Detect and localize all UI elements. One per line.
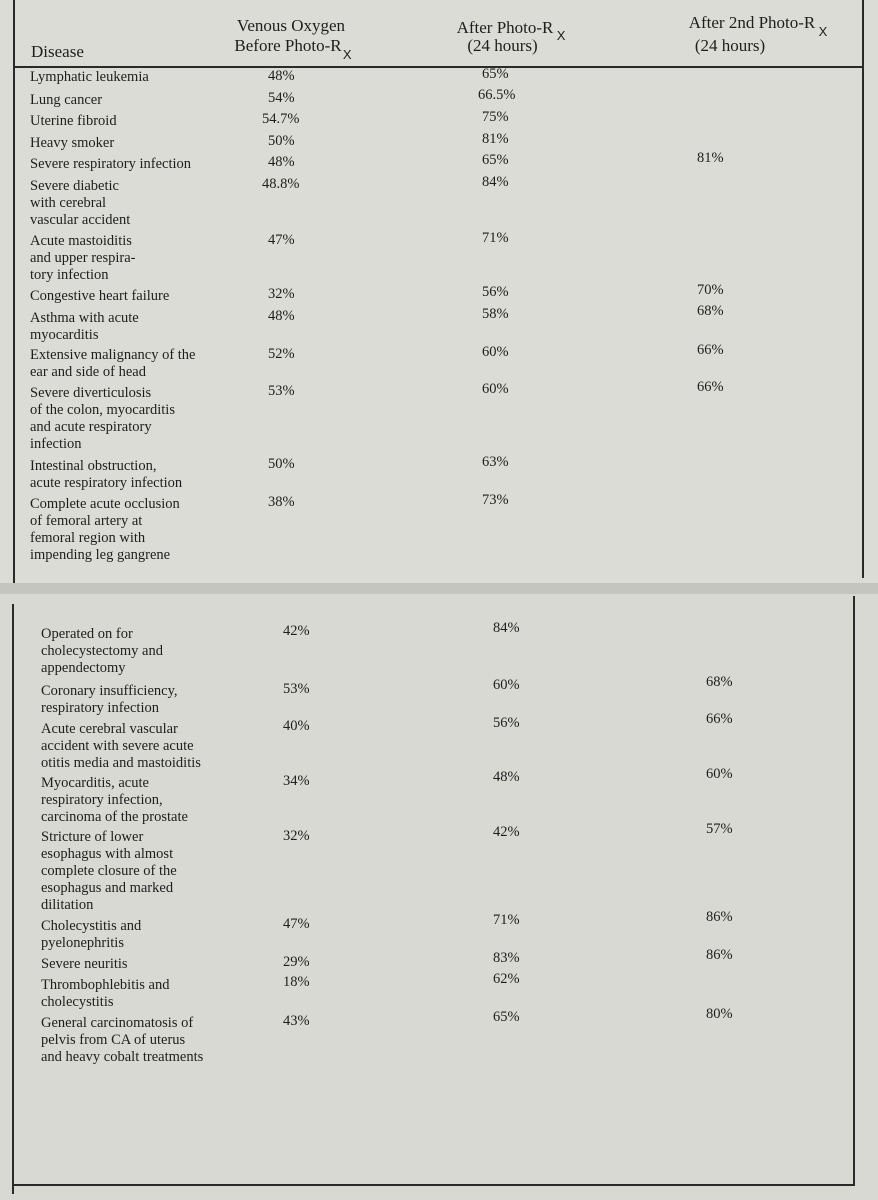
before-value: 18% (283, 974, 310, 990)
after-value: 71% (493, 912, 520, 928)
before-value: 52% (268, 346, 295, 362)
before-value: 48% (268, 154, 295, 170)
disease-cell: Heavy smoker (30, 135, 115, 151)
after-value: 83% (493, 950, 520, 966)
before-value: 54.7% (262, 111, 300, 127)
page-top (0, 0, 878, 583)
before-value: 40% (283, 718, 310, 734)
page-bottom (0, 594, 878, 1200)
after-value: 66.5% (478, 87, 516, 103)
after-value: 75% (482, 109, 509, 125)
rx-subscript: X (818, 24, 828, 39)
disease-cell: Congestive heart failure (30, 288, 170, 304)
after-value: 73% (482, 492, 509, 508)
before-value: 32% (283, 828, 310, 844)
disease-cell: Acute mastoiditis and upper respira- tory infection (30, 233, 136, 283)
before-value: 54% (268, 90, 295, 106)
header-before (208, 36, 368, 62)
disease-cell: Operated on for cholecystectomy and appendectomy (41, 626, 163, 676)
disease-cell: Coronary insufficiency, respiratory infection (41, 683, 178, 716)
disease-cell: Intestinal obstruction, acute respiratory infection (30, 458, 183, 491)
after-value: 60% (493, 677, 520, 693)
header-before-line2: Before Photo-R (234, 36, 342, 55)
disease-cell: Complete acute occlusion of femoral artery at femoral region with impending leg gangrene (30, 496, 180, 563)
before-value: 42% (283, 623, 310, 639)
second-value: 70% (697, 282, 724, 298)
before-value: 53% (268, 383, 295, 399)
header-rule (13, 66, 864, 68)
disease-cell: Thrombophlebitis and cholecystitis (41, 977, 170, 1010)
after-value: 58% (482, 306, 509, 322)
disease-cell: Acute cerebral vascular accident with severe acute otitis media and mastoiditis (41, 721, 201, 771)
disease-cell: Lung cancer (30, 92, 103, 108)
before-value: 38% (268, 494, 295, 510)
disease-cell: Extensive malignancy of the ear and side of head (30, 347, 196, 380)
second-value: 80% (706, 1006, 733, 1022)
after-value: 56% (482, 284, 509, 300)
second-value: 60% (706, 766, 733, 782)
second-value: 68% (697, 303, 724, 319)
header-second-rx (688, 13, 828, 39)
after-value: 60% (482, 381, 509, 397)
frame-left-border (13, 0, 15, 583)
after-value: 65% (493, 1009, 520, 1025)
disease-cell: General carcinomatosis of pelvis from CA of uterus and heavy cobalt treatments (41, 1015, 204, 1065)
after-value: 65% (482, 66, 509, 82)
disease-cell: Severe respiratory infection (30, 156, 192, 172)
header-after-rx (456, 18, 566, 43)
disease-cell: Severe diverticulosis of the colon, myocarditis and acute respiratory infection (30, 385, 175, 452)
before-value: 48% (268, 68, 295, 84)
rx-subscript: X (342, 47, 352, 62)
frame-right-border (853, 596, 855, 1186)
second-value: 66% (697, 379, 724, 395)
after-value: 60% (482, 344, 509, 360)
header-before-line1: Venous Oxygen (236, 16, 346, 35)
frame-right-border (862, 0, 864, 578)
disease-cell: Stricture of lower esophagus with almost complete closure of the esophagus and marked dilitation (41, 829, 177, 913)
page-gap (0, 583, 878, 594)
after-value: 71% (482, 230, 509, 246)
before-value: 32% (268, 286, 295, 302)
second-value: 68% (706, 674, 733, 690)
after-value: 42% (493, 824, 520, 840)
after-value: 62% (493, 971, 520, 987)
second-value: 57% (706, 821, 733, 837)
before-value: 47% (283, 916, 310, 932)
after-value: 84% (493, 620, 520, 636)
before-value: 48.8% (262, 176, 300, 192)
disease-cell: Severe neuritis (41, 956, 128, 972)
after-value: 56% (493, 715, 520, 731)
after-value: 84% (482, 174, 509, 190)
before-value: 34% (283, 773, 310, 789)
before-value: 48% (268, 308, 295, 324)
before-value: 29% (283, 954, 310, 970)
before-value: 53% (283, 681, 310, 697)
after-value: 81% (482, 131, 509, 147)
header-disease: Disease (31, 42, 84, 61)
before-value: 47% (268, 232, 295, 248)
after-value: 48% (493, 769, 520, 785)
frame-bottom-border (12, 1184, 855, 1186)
disease-cell: Uterine fibroid (30, 113, 117, 129)
second-value: 66% (706, 711, 733, 727)
disease-cell: Lymphatic leukemia (30, 69, 149, 85)
disease-cell: Myocarditis, acute respiratory infection, carcinoma of the prostate (41, 775, 188, 825)
frame-left-border (12, 604, 14, 1194)
second-value: 81% (697, 150, 724, 166)
rx-subscript: X (556, 28, 566, 43)
header-after-line1: After Photo-R (456, 18, 554, 37)
second-value: 86% (706, 947, 733, 963)
before-value: 50% (268, 133, 295, 149)
before-value: 43% (283, 1013, 310, 1029)
second-value: 86% (706, 909, 733, 925)
header-before-rx (234, 36, 352, 62)
header-second (667, 13, 837, 39)
disease-cell: Severe diabetic with cerebral vascular accident (30, 178, 131, 228)
header-after (440, 18, 570, 43)
second-value: 66% (697, 342, 724, 358)
after-value: 65% (482, 152, 509, 168)
header-after-line2: (24 hours) (467, 36, 538, 55)
disease-cell: Asthma with acute myocarditis (30, 310, 139, 343)
disease-cell: Cholecystitis and pyelonephritis (41, 918, 142, 951)
before-value: 50% (268, 456, 295, 472)
after-value: 63% (482, 454, 509, 470)
header-second-line2: (24 hours) (694, 36, 766, 55)
header-second-line1: After 2nd Photo-R (688, 13, 816, 32)
